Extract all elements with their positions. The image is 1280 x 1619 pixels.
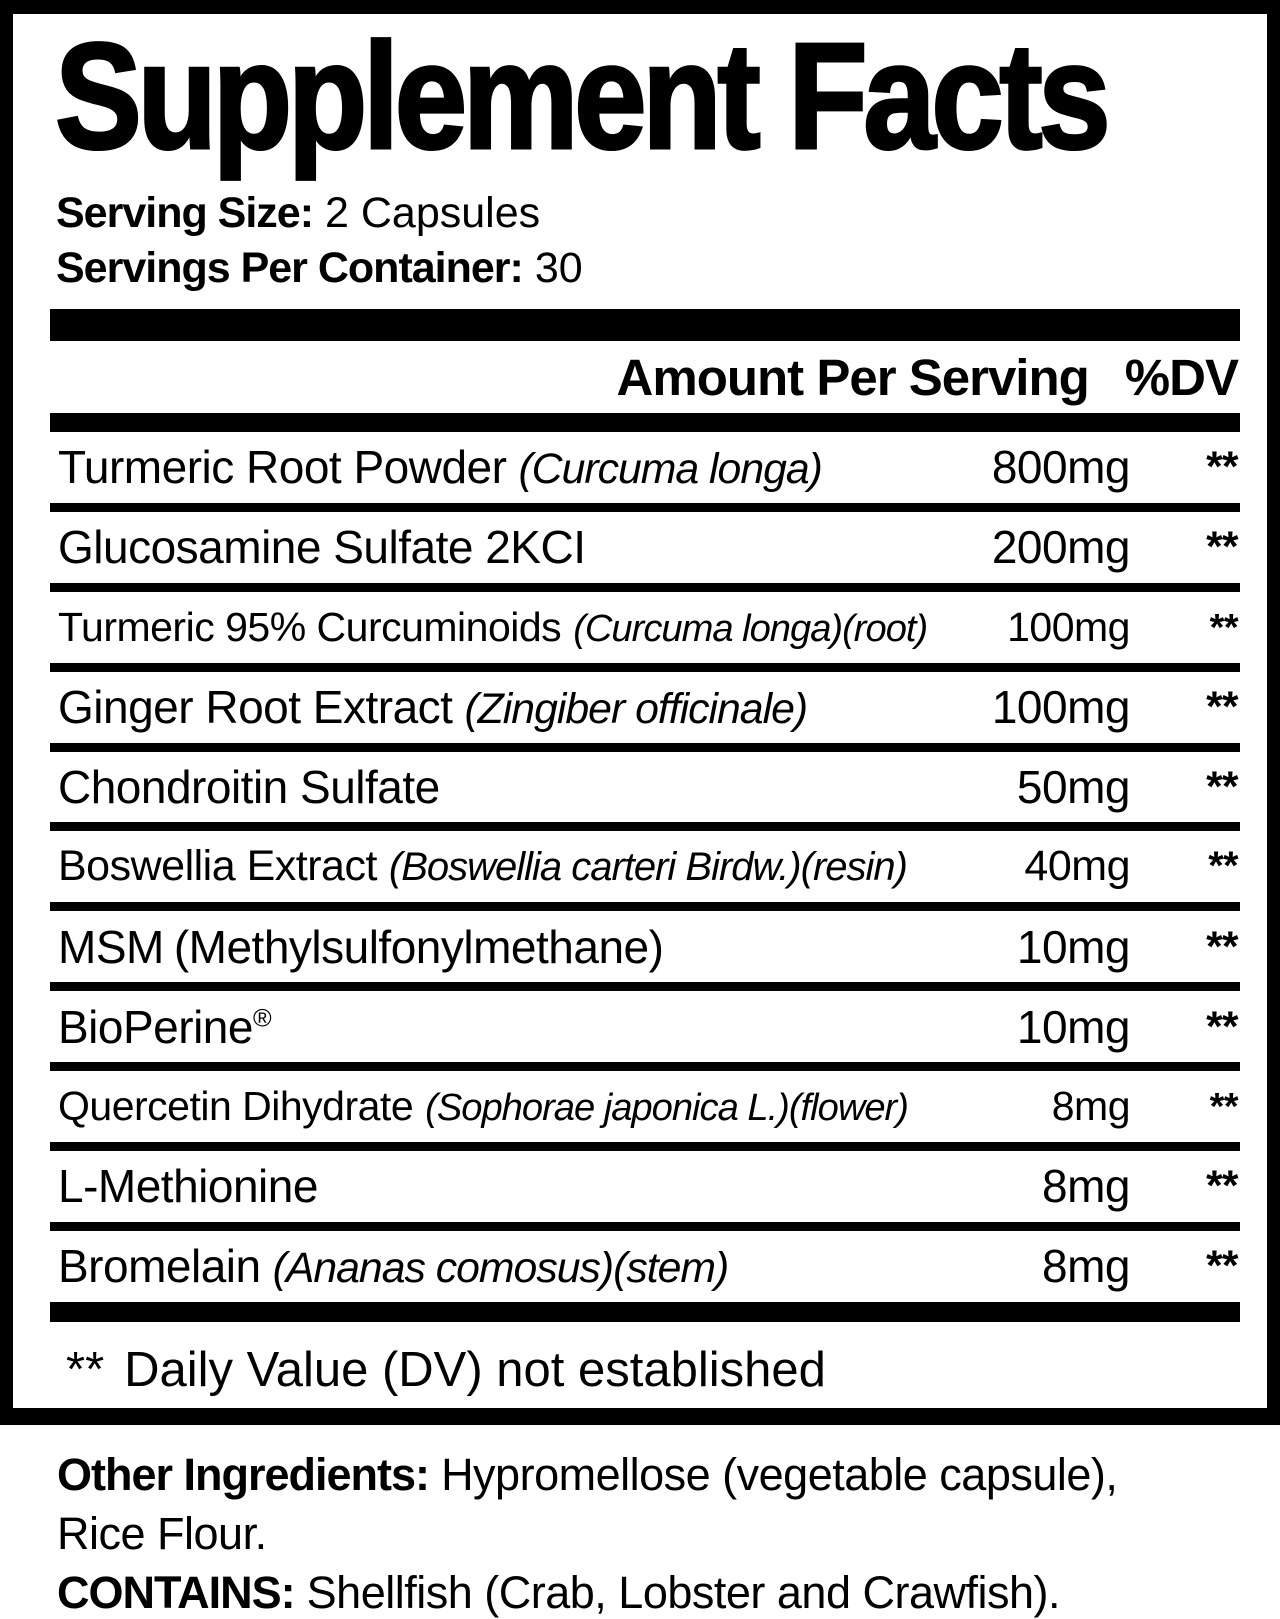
ingredient-name: BioPerine <box>58 1000 253 1053</box>
servings-per-container-line <box>56 241 1267 296</box>
ingredient-name: Chondroitin Sulfate <box>58 761 440 813</box>
ingredient-name: Quercetin Dihydrate <box>58 1083 414 1130</box>
ingredient-dv: ** <box>1209 605 1238 648</box>
ingredient-amount: 8mg <box>1042 1240 1130 1293</box>
serving-size-value: 2 Capsules <box>324 189 541 237</box>
ingredient-dv: ** <box>1206 443 1238 491</box>
ingredient-name-cell <box>50 920 970 974</box>
contains-text: Shellfish (Crab, Lobster and Crawfish). <box>306 1567 1060 1618</box>
ingredient-name: Turmeric 95% Curcuminoids <box>58 603 562 650</box>
ingredient-amount: 200mg <box>991 521 1130 574</box>
ingredient-parenthetical: (Methylsulfonylmethane) <box>173 920 664 973</box>
ingredient-row <box>50 1071 1240 1142</box>
contains-label: CONTAINS: <box>57 1567 295 1618</box>
ingredient-dv: ** <box>1208 844 1238 889</box>
row-separator <box>50 822 1240 831</box>
ingredient-name-cell <box>50 1159 970 1213</box>
row-separator <box>50 663 1240 672</box>
ingredient-dv: ** <box>1206 683 1238 731</box>
serving-info <box>56 186 1267 296</box>
divider-thick-bar <box>50 309 1240 341</box>
servings-per-container-value: 30 <box>534 244 583 292</box>
dv-footnote-mark: ** <box>66 1343 105 1398</box>
ingredient-name-cell <box>50 520 970 574</box>
row-separator <box>50 1222 1240 1231</box>
ingredient-name: Glucosamine Sulfate 2KCI <box>58 521 586 574</box>
contains-statement <box>57 1563 1265 1619</box>
divider-footnote-bar <box>50 1302 1240 1322</box>
other-ingredients-label: Other Ingredients: <box>57 1449 430 1500</box>
column-header <box>50 341 1240 413</box>
dv-header: %DV <box>1124 348 1238 406</box>
servings-per-container-label: Servings Per Container: <box>56 244 523 292</box>
ingredient-amount: 8mg <box>1051 1083 1130 1130</box>
ingredient-name-cell <box>50 440 970 494</box>
ingredient-dv: ** <box>1206 1242 1238 1290</box>
ingredient-row <box>50 831 1240 902</box>
ingredient-latin-name: (Curcuma longa) <box>518 445 822 494</box>
ingredient-latin-name: (Ananas comosus)(stem) <box>272 1244 729 1293</box>
serving-size-label: Serving Size: <box>56 189 314 237</box>
ingredient-latin-name: (Curcuma longa)(root) <box>573 606 928 650</box>
ingredient-name-cell <box>50 1239 970 1293</box>
ingredient-name: L-Methionine <box>58 1160 318 1213</box>
ingredient-amount: 40mg <box>1024 842 1130 891</box>
ingredient-name-cell <box>50 1083 970 1130</box>
ingredient-dv: ** <box>1206 922 1238 970</box>
other-ingredients-text: Hypromellose (vegetable capsule), Rice Flour. <box>57 1449 1118 1559</box>
ingredient-amount: 50mg <box>1016 761 1130 813</box>
ingredient-row <box>50 512 1240 583</box>
dv-footnote <box>13 1322 1267 1419</box>
ingredient-row <box>50 1151 1240 1222</box>
ingredient-amount: 10mg <box>1016 920 1130 973</box>
ingredient-amount: 100mg <box>991 681 1130 734</box>
ingredient-dv: ** <box>1209 1085 1238 1128</box>
serving-size-line <box>56 186 1267 241</box>
ingredient-name: Turmeric Root Powder <box>58 441 507 494</box>
ingredient-name-cell <box>50 1000 970 1054</box>
panel-title <box>55 12 1267 181</box>
ingredient-latin-name: (Boswellia carteri Birdw.)(resin) <box>388 845 907 890</box>
dv-footnote-text: Daily Value (DV) not established <box>124 1343 826 1398</box>
ingredient-amount: 8mg <box>1042 1160 1130 1213</box>
ingredient-row <box>50 752 1240 823</box>
ingredient-amount: 800mg <box>991 441 1130 494</box>
ingredient-dv: ** <box>1206 1162 1238 1210</box>
amount-per-serving-header: Amount Per Serving <box>616 348 1089 406</box>
divider-medium-bar <box>50 413 1240 432</box>
ingredient-name: MSM <box>58 920 164 973</box>
row-separator <box>50 902 1240 911</box>
registered-mark: ® <box>252 1004 272 1033</box>
ingredient-name-cell <box>50 760 970 814</box>
ingredient-name: Bromelain <box>58 1240 261 1293</box>
other-ingredients <box>57 1445 1137 1563</box>
ingredient-row <box>50 672 1240 743</box>
ingredient-amount: 100mg <box>1007 603 1130 650</box>
ingredient-name-cell <box>50 680 970 734</box>
ingredient-rows <box>13 432 1267 1302</box>
row-separator <box>50 583 1240 592</box>
row-separator <box>50 503 1240 512</box>
ingredient-amount: 10mg <box>1016 1000 1130 1053</box>
ingredient-dv: ** <box>1206 763 1238 810</box>
ingredient-latin-name: (Sophorae japonica L.)(flower) <box>425 1086 908 1130</box>
row-separator <box>50 743 1240 752</box>
ingredient-dv: ** <box>1206 523 1238 571</box>
ingredient-row <box>50 911 1240 982</box>
ingredient-name: Boswellia Extract <box>58 842 377 891</box>
ingredient-latin-name: (Zingiber officinale) <box>464 685 808 734</box>
row-separator <box>50 1142 1240 1151</box>
ingredient-dv: ** <box>1206 1002 1238 1050</box>
row-separator <box>50 1062 1240 1071</box>
ingredient-row <box>50 592 1240 663</box>
row-separator <box>50 982 1240 991</box>
ingredient-name: Ginger Root Extract <box>58 681 453 734</box>
ingredient-row <box>50 991 1240 1062</box>
panel-title-text: Supplement Facts <box>55 12 1107 181</box>
footer-text <box>0 1445 1280 1619</box>
ingredient-name-cell <box>50 604 970 651</box>
ingredient-name-cell <box>50 842 970 891</box>
ingredient-row <box>50 432 1240 503</box>
ingredient-row <box>50 1231 1240 1302</box>
